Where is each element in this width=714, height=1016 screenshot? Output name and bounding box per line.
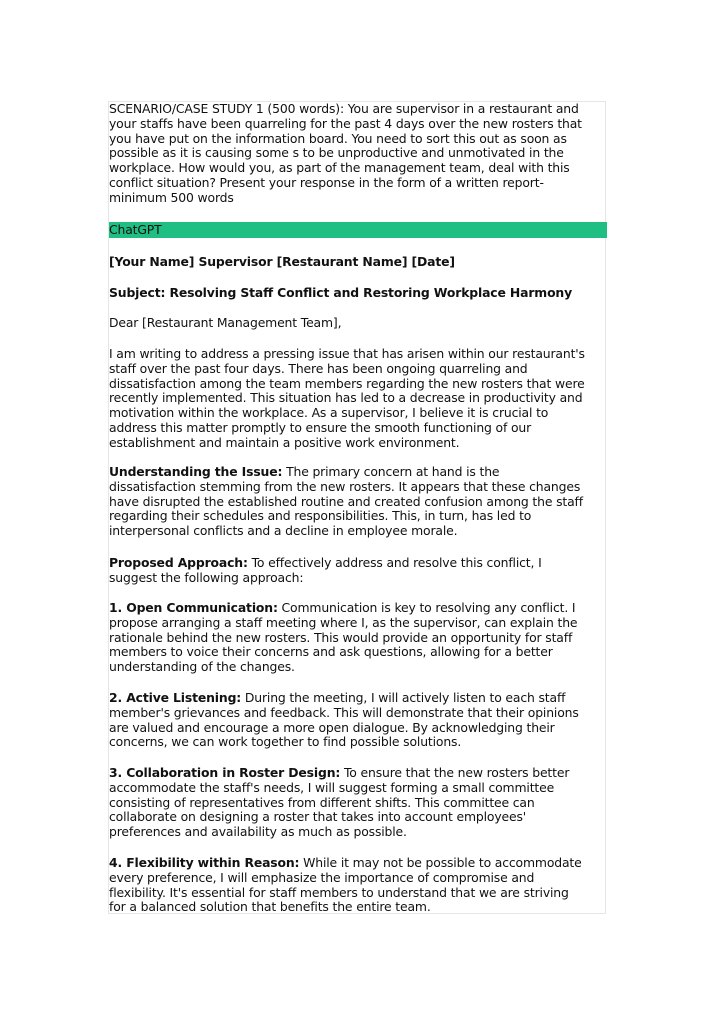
section-roster-collaboration: [109, 766, 607, 840]
section-heading: 1. Open Communication:: [109, 600, 278, 615]
letter-header: [Your Name] Supervisor [Restaurant Name] [Date]: [109, 254, 455, 269]
response-label: ChatGPT: [109, 222, 162, 237]
section-body: During the meeting, I will actively listen to each staff member's grievances and feedback. This will demonstrate that their opinions are valued and encourage a more open dialogue. By acknowledging their concerns, we can work together to find possible solutions.: [109, 690, 579, 750]
section-heading: 3. Collaboration in Roster Design:: [109, 765, 341, 780]
response-label-bar: [109, 222, 607, 238]
section-heading: 4. Flexibility within Reason:: [109, 855, 300, 870]
letter-salutation: Dear [Restaurant Management Team],: [109, 315, 342, 330]
section-body: To ensure that the new rosters better accommodate the staff's needs, I will suggest forming a small committee consisting of representatives from different shifts. This committee can collaborate on designing a roster that takes into account employees' preferences and availability as much as possible.: [109, 765, 570, 840]
section-heading: 2. Active Listening:: [109, 690, 242, 705]
section-active-listening: [109, 691, 607, 750]
section-open-communication: [109, 601, 607, 675]
section-heading: Understanding the Issue:: [109, 464, 283, 479]
section-body: The primary concern at hand is the dissatisfaction stemming from the new rosters. It appears that these changes have disrupted the established routine and created confusion among the staff regarding their schedules and responsibilities. This, in turn, has led to interpersonal conflicts and a decline in employee morale.: [109, 464, 583, 539]
section-understanding-issue: [109, 465, 607, 539]
scenario-prompt: SCENARIO/CASE STUDY 1 (500 words): You are supervisor in a restaurant and your staffs have been quarreling for the past 4 days over the new rosters that you have put on the information board. You need to sort this out as soon as possible as it is causing some s to be unproductive and unmotivated in the workplace. How would you, as part of the management team, deal with this conflict situation? Present your response in the form of a written report- minimum 500 words: [109, 101, 582, 205]
section-body: To effectively address and resolve this conflict, I suggest the following approach:: [109, 555, 542, 585]
document-page: [108, 101, 606, 914]
section-heading: Proposed Approach:: [109, 555, 248, 570]
section-proposed-approach: [109, 556, 607, 586]
letter-intro-paragraph: I am writing to address a pressing issue that has arisen within our restaurant's staff over the past four days. There has been ongoing quarreling and dissatisfaction among the team members regarding the new rosters that were recently implemented. This situation has led to a decrease in productivity and motivation within the workplace. As a supervisor, I believe it is crucial to address this matter promptly to ensure the smooth functioning of our establishment and maintain a positive work environment.: [109, 346, 585, 450]
section-body: Communication is key to resolving any conflict. I propose arranging a staff meeting where I, as the supervisor, can explain the rationale behind the new rosters. This would provide an opportunity for staff members to voice their concerns and ask questions, allowing for a better understanding of the changes.: [109, 600, 578, 675]
section-body: While it may not be possible to accommodate every preference, I will emphasize the importance of compromise and flexibility. It's essential for staff members to understand that we are striving for a balanced solution that benefits the entire team.: [109, 855, 582, 915]
section-flexibility: [109, 856, 607, 915]
letter-subject: Subject: Resolving Staﬀ Conﬂict and Restoring Workplace Harmony: [109, 285, 573, 300]
